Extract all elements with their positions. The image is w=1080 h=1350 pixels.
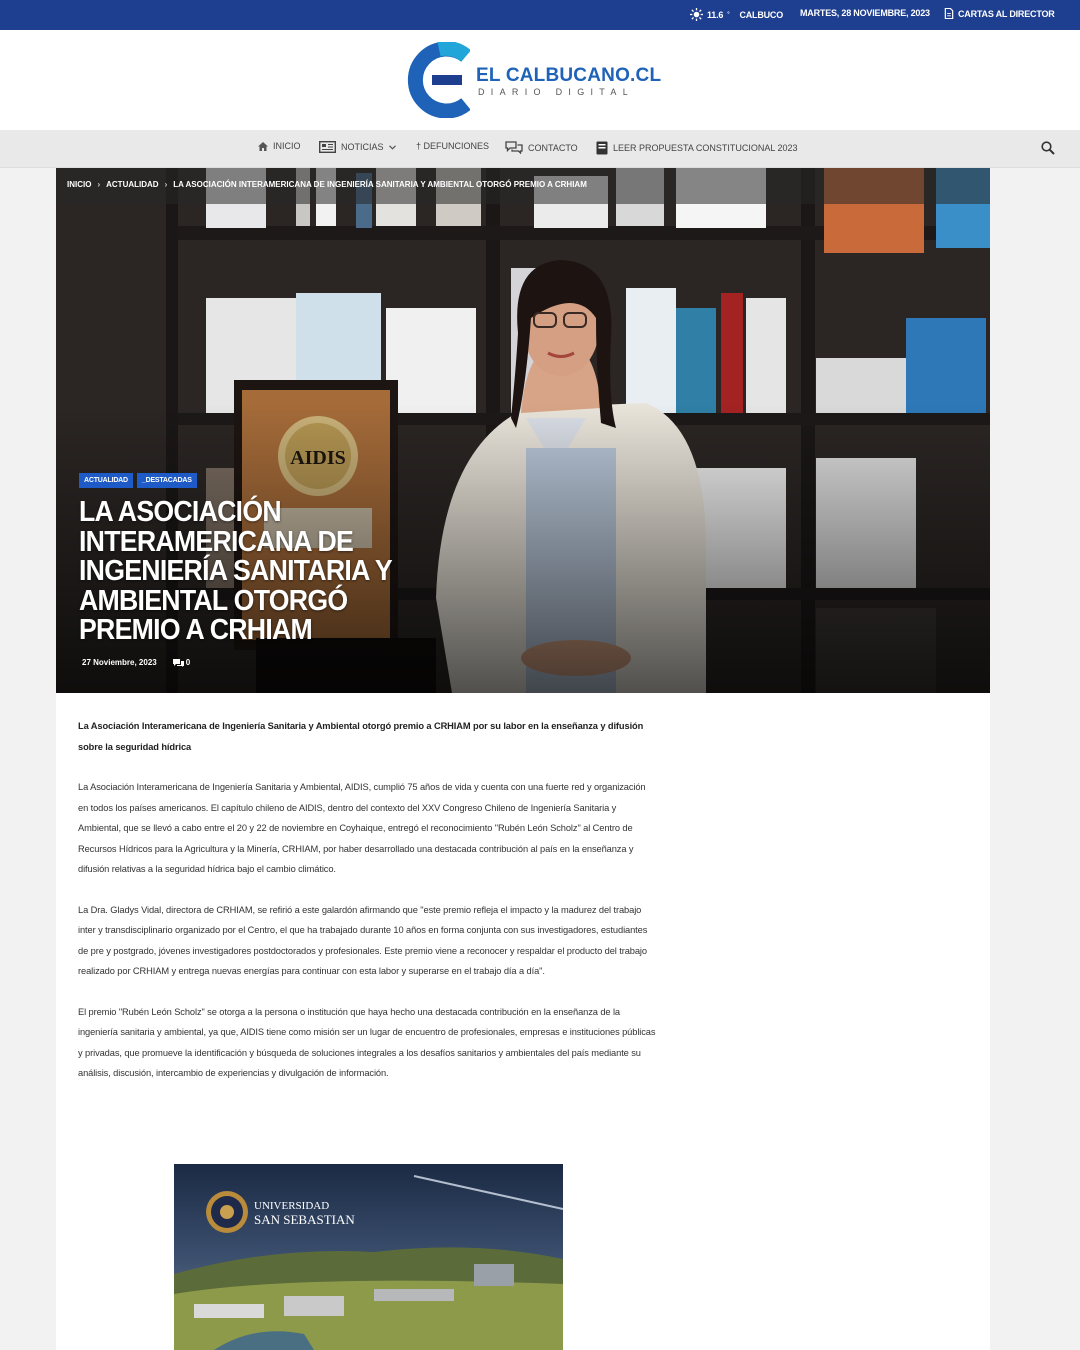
newspaper-icon	[319, 141, 336, 153]
nav-label: NOTICIAS	[341, 142, 384, 152]
featured-image	[56, 168, 990, 693]
logo-tagline: DIARIO DIGITAL	[478, 87, 635, 97]
logo-c-icon	[406, 42, 470, 118]
nav-item-defunciones[interactable]	[416, 141, 489, 151]
article-lead: La Asociación Interamericana de Ingeniería Sanitaria y Ambiental otorgó premio a CRHIAM por su labor en la enseñanza y difusión sobre la seguridad hídrica	[78, 721, 644, 752]
promo-line-2: SAN SEBASTIAN	[254, 1212, 355, 1227]
breadcrumb	[56, 168, 990, 204]
current-date	[800, 8, 930, 18]
nav-item-noticias[interactable]	[319, 141, 396, 153]
current-date-text: MARTES, 28 NOVIEMBRE, 2023	[800, 8, 930, 18]
search-icon	[1041, 141, 1055, 155]
site-logo[interactable]	[406, 42, 662, 118]
nav-label: † DEFUNCIONES	[416, 141, 490, 151]
main-nav	[0, 130, 1080, 168]
logo-name: EL CALBUCANO.CL	[476, 65, 662, 86]
book-icon	[596, 141, 608, 155]
article-paragraph: La Dra. Gladys Vidal, directora de CRHIAM, se refirió a este galardón afirmando que "este premio refleja el impacto y la madurez del trabajo inter y transdisciplinario organizado por el Centro, el que ha trabajado durante 10 años en forma conjunta con sus investigadores, estudiantes de pre y postgrado, jóvenes investigadores postdoctorados y profesionales. Este premio viene a reconocer y respaldar el producto del trabajo realizado por CRHIAM y entrega nuevas energías para continuar con esta labor y superarse en el trabajo día a día".	[78, 904, 648, 976]
main-content	[56, 168, 990, 1350]
article-body	[78, 716, 658, 1104]
breadcrumb-separator: ›	[97, 180, 101, 189]
letters-label: CARTAS AL DIRECTOR	[958, 8, 1055, 19]
weather-widget[interactable]	[690, 8, 783, 21]
category-tag-actualidad[interactable]: ACTUALIDAD	[79, 473, 133, 488]
document-icon	[944, 8, 954, 19]
promo-university-name	[254, 1200, 355, 1226]
search-button[interactable]	[1041, 141, 1055, 157]
nav-item-contacto[interactable]	[505, 141, 578, 154]
breadcrumb-current: LA ASOCIACIÓN INTERAMERICANA DE INGENIERÍA SANITARIA Y AMBIENTAL OTORGÓ PREMIO A CRHIAM	[173, 180, 587, 189]
top-bar	[0, 0, 1080, 30]
sun-icon	[690, 8, 703, 21]
promo-banner[interactable]	[174, 1164, 563, 1350]
comments-count-value: 0	[185, 658, 191, 667]
chat-icon	[505, 141, 523, 154]
temperature-unit: °	[727, 11, 730, 18]
site-header	[0, 30, 1080, 130]
nav-item-propuesta[interactable]	[596, 141, 798, 155]
weather-city: CALBUCO	[739, 9, 784, 20]
letters-link[interactable]	[944, 8, 1055, 19]
nav-label: LEER PROPUESTA CONSTITUCIONAL 2023	[613, 143, 798, 153]
article-paragraph: La Asociación Interamericana de Ingeniería Sanitaria y Ambiental, AIDIS, cumplió 75 años de vida y cuenta con una fuerte red y organización en todos los países americanos. El capítulo chileno de AIDIS, dentro del contexto del XXV Congreso Chileno de Ingeniería Sanitaria y Ambiental, que se llevó a cabo entre el 20 y 22 de noviembre en Coyhaique, entregó el reconocimiento "Rubén León Scholz" al Centro de Recursos Hídricos para la Agricultura y la Minería, CRHIAM, por haber desarrollado una destacada contribución al país en la enseñanza y difusión relativas a la seguridad hídrica bajo el cambio climático.	[78, 782, 646, 874]
article-meta	[82, 658, 190, 667]
comments-count[interactable]	[173, 658, 190, 667]
category-tag-destacadas[interactable]: _DESTACADAS	[137, 473, 197, 488]
chevron-down-icon	[389, 145, 396, 150]
nav-label: CONTACTO	[528, 142, 578, 153]
comment-icon	[173, 659, 184, 667]
breadcrumb-separator: ›	[164, 180, 168, 189]
promo-landscape	[174, 1164, 563, 1350]
nav-item-inicio[interactable]	[258, 141, 301, 151]
article-date: 27 Noviembre, 2023	[82, 658, 157, 667]
home-icon	[258, 142, 268, 151]
nav-label: INICIO	[273, 141, 301, 151]
breadcrumb-actualidad[interactable]: ACTUALIDAD	[106, 180, 159, 189]
temperature-value: 11.6	[707, 9, 724, 20]
breadcrumb-inicio[interactable]: INICIO	[67, 180, 92, 189]
category-tags	[79, 473, 197, 488]
article-paragraph: El premio "Rubén León Scholz" se otorga a la persona o institución que haya hecho una destacada contribución en la enseñanza de la ingeniería sanitaria y ambiental, ya que, AIDIS tiene como misión ser un lugar de encuentro de profesionales, empresas e instituciones públicas y privadas, que promueve la identificación y búsqueda de soluciones integrales a los desafíos sanitarios y ambientales del país mediante su análisis, discusión, intercambio de experiencias y divulgación de información.	[78, 1006, 656, 1078]
article-title: LA ASOCIACIÓN INTERAMERICANA DE INGENIERÍA SANITARIA Y AMBIENTAL OTORGÓ PREMIO A CRHIAM	[79, 496, 392, 646]
promo-line-1: UNIVERSIDAD	[254, 1200, 330, 1212]
